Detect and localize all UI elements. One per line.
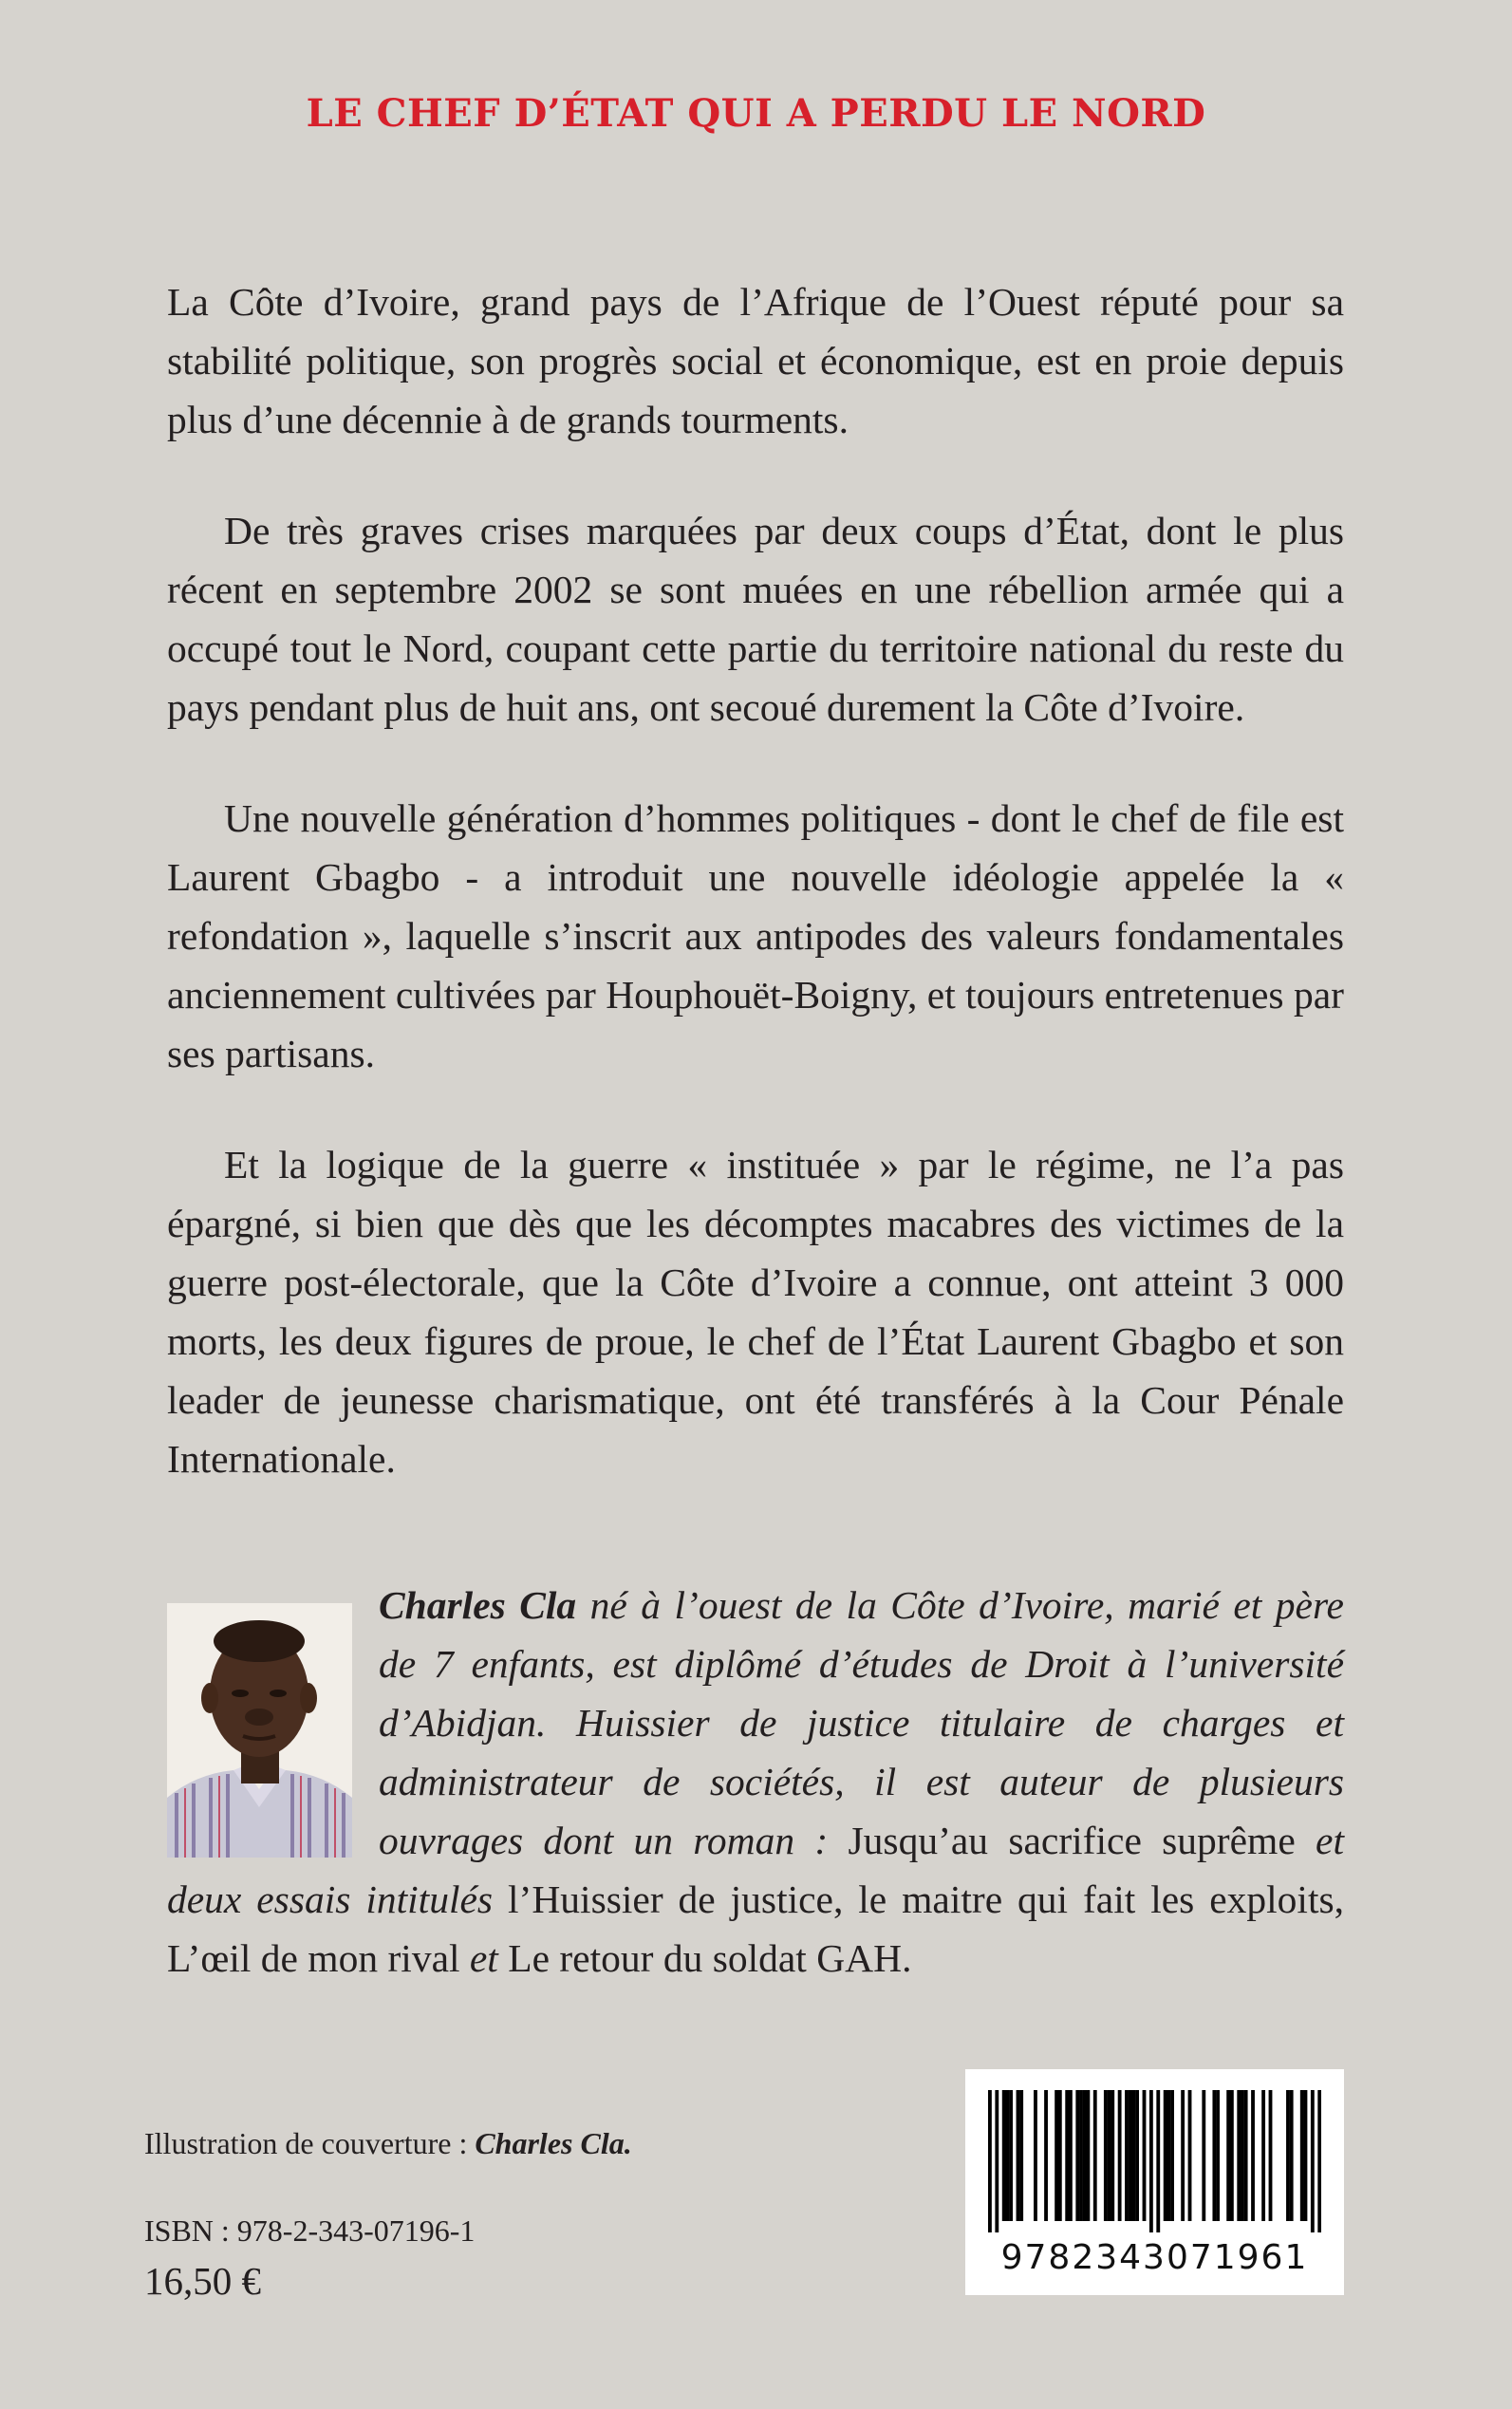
barcode-bar: [1017, 2090, 1020, 2221]
barcode-bar: [1111, 2090, 1114, 2221]
barcode-bar: [1055, 2090, 1058, 2221]
cover-credit-label: Illustration de couverture :: [144, 2126, 476, 2160]
author-name: Charles Cla: [379, 1583, 577, 1627]
barcode-bar: [1311, 2090, 1315, 2232]
barcode-bar: [1093, 2090, 1097, 2221]
barcode-bar: [1075, 2090, 1079, 2221]
barcode-bar: [1300, 2090, 1304, 2221]
barcode-bar: [1083, 2090, 1087, 2221]
bio-book-2: l’Huissier de justice, le maitre qui fait les exploits, L’œil de mon rival: [167, 1877, 1344, 1980]
barcode-bar: [1125, 2090, 1129, 2221]
bio-book-1: Jusqu’au sacrifice suprême: [848, 1819, 1296, 1862]
paragraph-4: Et la logique de la guerre « instituée » par le régime, ne l’a pas épargné, si bien que dès que les décomptes macabres des victimes de la guerre post-électorale, que la Côte d’Ivoire a connue, ont atteint 3 000 morts, les deux figures de proue, le chef de l’État Laurent Gbagbo et son leader de jeunesse charismatique, ont été transférés à la Cour Pénale Internationale.: [167, 1143, 1344, 1481]
blurb: [167, 272, 1344, 1541]
barcode-bar: [1230, 2090, 1234, 2221]
barcode-bar: [1216, 2090, 1220, 2221]
barcode-bar: [1188, 2090, 1192, 2221]
barcode-bar: [1069, 2090, 1073, 2221]
barcode-bar: [1131, 2090, 1135, 2221]
barcode: [965, 2069, 1344, 2295]
barcode-bar: [1002, 2090, 1006, 2221]
price: 16,50 €: [144, 2259, 261, 2303]
barcode-bar: [1181, 2090, 1185, 2221]
barcode-bar: [1170, 2090, 1174, 2221]
barcode-bar: [1149, 2090, 1153, 2232]
barcode-digits: 9782343071961: [1000, 2238, 1309, 2277]
barcode-bar: [988, 2090, 992, 2232]
barcode-bar: [1290, 2090, 1294, 2221]
book-title: LE CHEF D’ÉTAT QUI A PERDU LE NORD: [306, 91, 1206, 136]
barcode-bar: [1143, 2090, 1147, 2221]
barcode-bar: [1058, 2090, 1062, 2221]
barcode-bar: [995, 2090, 999, 2232]
isbn-number: ISBN : 978-2-343-07196-1: [144, 2213, 476, 2248]
barcode-bar: [1129, 2090, 1132, 2221]
barcode-bar: [1164, 2090, 1167, 2221]
barcode-bar: [1156, 2090, 1160, 2232]
barcode-bar: [1065, 2090, 1069, 2221]
barcode-bar: [1086, 2090, 1090, 2221]
barcode-bar: [1034, 2090, 1037, 2221]
barcode-bar: [1244, 2090, 1248, 2221]
barcode-bar: [1241, 2090, 1244, 2221]
barcode-bar: [1286, 2090, 1290, 2221]
barcode-bar: [1317, 2090, 1321, 2232]
bio-text-3: et: [459, 1936, 509, 1980]
barcode-bar: [1108, 2090, 1111, 2221]
barcode-bar: [1237, 2090, 1241, 2221]
barcode-bar: [1135, 2090, 1139, 2221]
barcode-bar: [1009, 2090, 1013, 2221]
barcode-bar: [1304, 2090, 1308, 2221]
bio-book-3: Le retour du soldat GAH.: [508, 1936, 912, 1980]
paragraph-2: De très graves crises marquées par deux coups d’État, dont le plus récent en septembre 2002 se sont muées en une rébellion armée qui a occupé tout le Nord, coupant cette partie du territoire national du reste du pays pendant plus de huit ans, ont secoué durement la Côte d’Ivoire.: [167, 509, 1344, 729]
barcode-bar: [1226, 2090, 1230, 2221]
paragraph-3: Une nouvelle génération d’hommes politiques - dont le chef de file est Laurent Gbagbo - a introduit une nouvelle idéologie appelée la « refondation », laquelle s’inscrit aux antipodes des valeurs fondamentales anciennement cultivées par Houphouët-Boigny, et toujours entretenues par ses partisans.: [167, 796, 1344, 1075]
barcode-bars: [988, 2090, 1321, 2232]
barcode-bar: [1269, 2090, 1273, 2221]
author-bio: [167, 1576, 1344, 1988]
barcode-bar: [1019, 2090, 1023, 2221]
barcode-bar: [1005, 2090, 1009, 2221]
barcode-bar: [1044, 2090, 1048, 2221]
bio-text-1: né à l’ouest de la Côte d’Ivoire, marié et père de 7 enfants, est diplômé d’études de Droit à l’université d’Abidjan. Huissier de justice titulaire de charges et administrateur de sociétés, il est auteur de plusieurs ouvrages dont un roman :: [379, 1583, 1344, 1862]
barcode-bar: [1261, 2090, 1265, 2221]
barcode-bar: [1202, 2090, 1205, 2221]
barcode-bar: [1167, 2090, 1170, 2221]
paragraph-1: La Côte d’Ivoire, grand pays de l’Afrique de l’Ouest réputé pour sa stabilité politique, son progrès social et économique, est en proie depuis plus d’une décennie à de grands tourments.: [167, 280, 1344, 441]
barcode-bar: [1212, 2090, 1216, 2221]
barcode-bar: [1118, 2090, 1122, 2221]
cover-credit: [144, 2124, 632, 2162]
author-photo: [167, 1603, 352, 1858]
barcode-bar: [1251, 2090, 1255, 2221]
bio-text-2: et deux essais intitulés: [167, 1819, 1344, 1921]
cover-credit-name: Charles Cla.: [475, 2126, 632, 2160]
barcode-bar: [1079, 2090, 1083, 2221]
barcode-bar: [1104, 2090, 1108, 2221]
